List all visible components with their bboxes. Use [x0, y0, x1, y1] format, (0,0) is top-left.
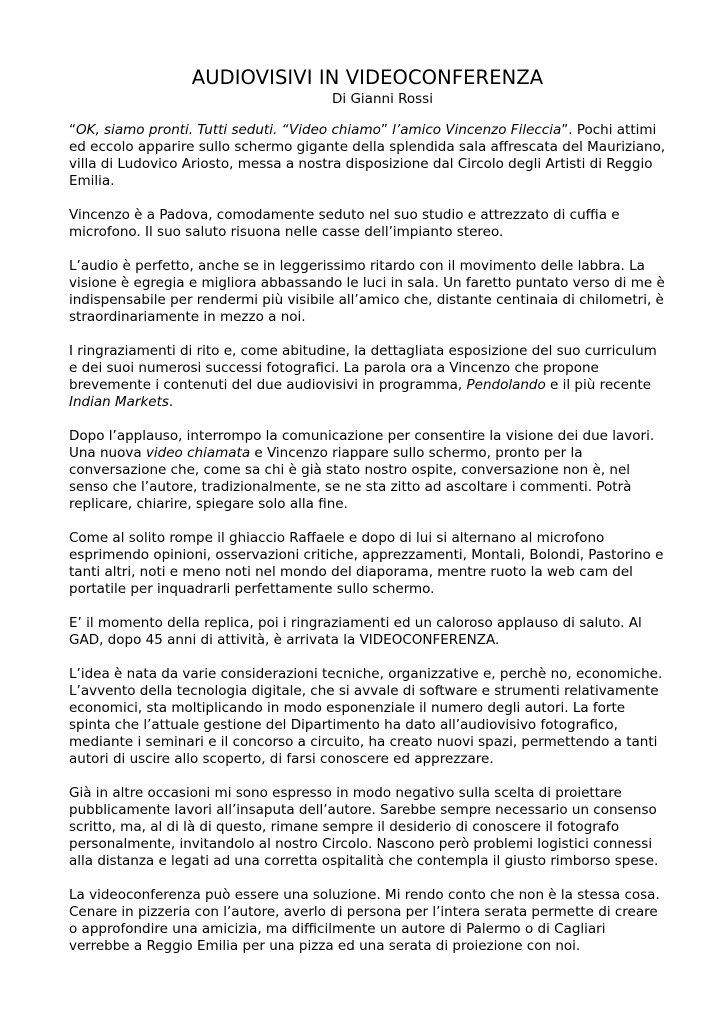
text-run: ”. Pochi attimi ed eccolo apparire sullo schermo gigante della splendida sala affrescata del Mauriziano, villa di Ludovico Ariosto, messa a nostra disposizione dal Circolo degli Artisti di Reggio Emilia. [69, 122, 666, 189]
italic-text-run: video chiamata [145, 445, 251, 461]
paragraph [69, 122, 666, 190]
paragraph [69, 615, 666, 649]
paragraph [69, 343, 666, 411]
text-run: Già in altre occasioni mi sono espresso in modo negativo sulla scelta di proiettare pubblicamente lavori all’insaputa dell’autore. Sarebbe sempre necessario un consenso scritto, ma, al di là di questo, rimane sempre il desiderio di conoscere il fotografo personalmente, invitandolo al nostro Circolo. Nascono però problemi logistici connessi alla distanza e legati ad una corretta ospitalità che contempla il giusto rimborso spese. [69, 785, 659, 869]
text-run: “ [69, 122, 76, 138]
text-run: I ringraziamenti di rito e, come abitudine, la dettagliata esposizione del suo curriculum e dei suoi numerosi successi fotografici. La parola ora a Vincenzo che propone brevemente i contenuti del due audiovisivi in programma, [69, 343, 657, 393]
italic-text-run: Pendolando [466, 377, 546, 393]
paragraph [69, 428, 666, 513]
document-author: Di Gianni Rossi [332, 91, 433, 107]
document-title: AUDIOVISIVI IN VIDEOCONFERENZA [191, 66, 544, 89]
italic-text-run: OK, siamo pronti. Tutti seduti. “Video chiamo [76, 122, 381, 138]
text-run: E’ il momento della replica, poi i ringraziamenti ed un caloroso applauso di saluto. Al GAD, dopo 45 anni di attività, è arrivata la VIDEOCONFERENZA. [69, 615, 642, 648]
italic-text-run: l’amico Vincenzo Fileccia [392, 122, 562, 138]
text-run: e Vincenzo riappare sullo schermo, pronto per la conversazione che, come sa chi è già stato nostro ospite, conversazione non è, nel senso che l’autore, tradizionalmente, se ne sta zitto ad ascoltare i commenti. Potrà replicare, chiarire, spiegare solo alla fine. [69, 445, 632, 512]
text-run: Come al solito rompe il ghiaccio Raffaele e dopo di lui si alternano al microfono esprimendo opinioni, osservazioni critiche, apprezzamenti, Montali, Bolondi, Pastorino e tanti altri, noti e meno noti nel mondo del diaporama, mentre ruoto la web cam del portatile per inquadrarli perfettamente sullo schermo. [69, 530, 664, 597]
text-run: ” [380, 122, 393, 138]
text-run: e il più recente [545, 377, 652, 393]
paragraph [69, 258, 666, 326]
text-run: . [168, 394, 174, 410]
paragraph [69, 785, 666, 870]
paragraph [69, 887, 666, 955]
paragraph [69, 666, 666, 768]
italic-text-run: Indian Markets [69, 394, 169, 410]
paragraph [69, 207, 666, 241]
paragraph [69, 530, 666, 598]
text-run: L’audio è perfetto, anche se in leggerissimo ritardo con il movimento delle labbra. La visione è egregia e migliora abbassando le luci in sala. Un faretto puntato verso di me è indispensabile per rendermi più visibile all’amico che, distante centinaia di chilometri, è straordinariamente in mezzo a noi. [69, 258, 665, 325]
document-body [69, 122, 666, 955]
text-run: L’idea è nata da varie considerazioni tecniche, organizzative e, perchè no, economiche. L’avvento della tecnologia digitale, che si avvale di software e strumenti relativamente economici, sta moltiplicando in modo esponenziale il numero degli autori. La forte spinta che l’attuale gestione del Dipartimento ha dato all’audiovisivo fotografico, mediante i seminari e il concorso a circuito, ha creato nuovi spazi, permettendo a tanti autori di uscire allo scoperto, di farsi conoscere ed apprezzare. [69, 666, 663, 767]
text-run: Dopo l’applauso, interrompo la comunicazione per consentire la visione dei due lavori. Una nuova [69, 428, 655, 461]
text-run: La videoconferenza può essere una soluzione. Mi rendo conto che non è la stessa cosa. Cenare in pizzeria con l’autore, averlo di persona per l’intera serata permette di creare o approfondire una amicizia, ma difficilmente un autore di Palermo o di Cagliari verrebbe a Reggio Emilia per una pizza ed una serata di proiezione con noi. [69, 887, 660, 954]
text-run: Vincenzo è a Padova, comodamente seduto nel suo studio e attrezzato di cuffia e microfono. Il suo saluto risuona nelle casse dell’impianto stereo. [69, 207, 620, 240]
